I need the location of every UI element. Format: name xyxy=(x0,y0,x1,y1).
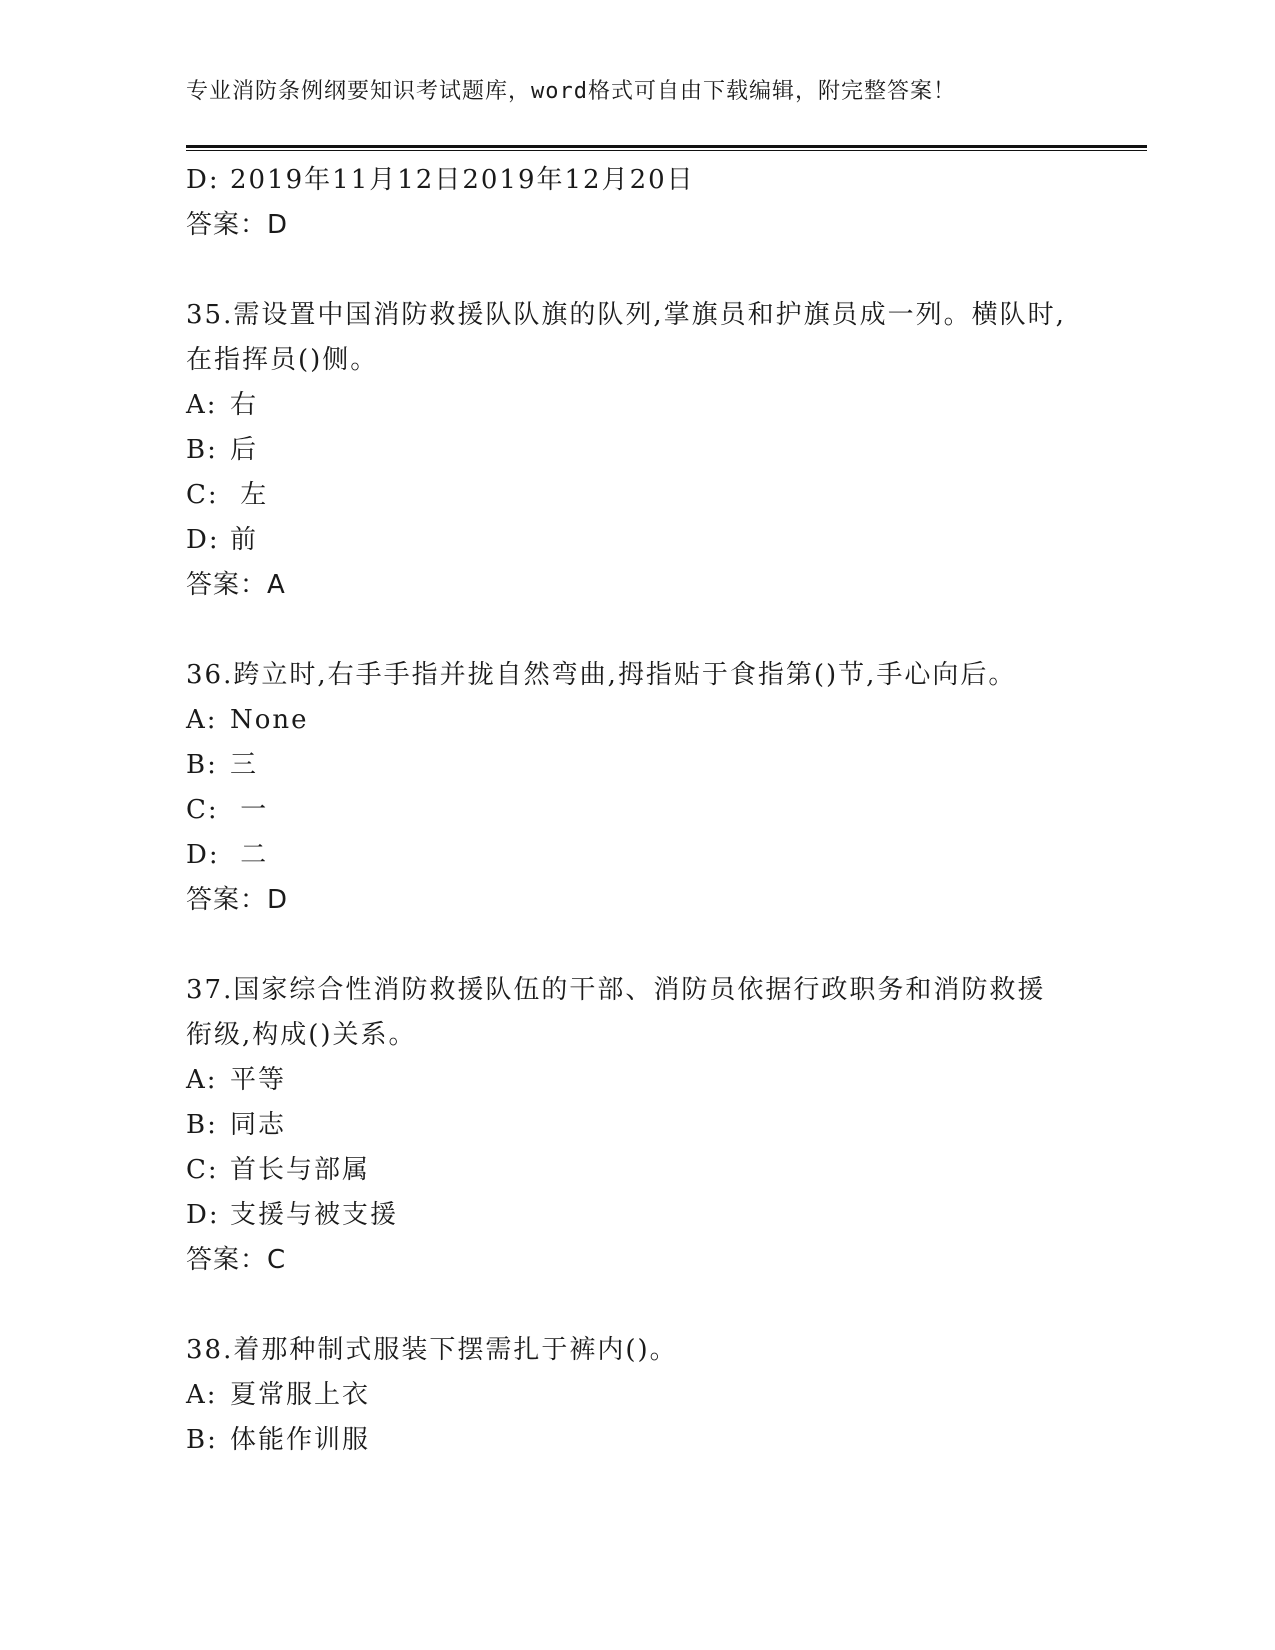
question-38 xyxy=(186,1328,1086,1463)
option-text: 夏常服上衣 xyxy=(230,1380,371,1410)
option-label: D: xyxy=(186,525,220,555)
option-label: D: xyxy=(186,1200,220,1230)
option-text: 右 xyxy=(230,390,259,420)
option-text: 体能作训服 xyxy=(230,1425,371,1455)
option-label: B: xyxy=(186,750,218,780)
option-b xyxy=(186,743,1086,788)
option-text: 首长与部属 xyxy=(230,1155,371,1185)
answer: 答案：A xyxy=(186,570,286,600)
option-d xyxy=(186,1193,1086,1238)
answer: 答案：C xyxy=(186,1245,287,1275)
answer-carry-over: 答案：D xyxy=(186,210,289,240)
option-label: C: xyxy=(186,1155,219,1185)
option-b xyxy=(186,428,1086,473)
option-d xyxy=(186,833,1086,878)
option-text: 左 xyxy=(230,480,269,510)
option-d-carry-over xyxy=(186,158,1086,203)
page-header: 专业消防条例纲要知识考试题库，word格式可自由下载编辑，附完整答案！ xyxy=(186,79,956,104)
option-text: 前 xyxy=(230,525,259,555)
option-label: B: xyxy=(186,1425,218,1455)
header-rule-thin xyxy=(186,150,1147,151)
option-label: A: xyxy=(186,705,218,735)
option-text: 三 xyxy=(230,750,259,780)
option-text: 二 xyxy=(230,840,269,870)
option-c xyxy=(186,788,1086,833)
option-c xyxy=(186,1148,1086,1193)
question-stem: 36.跨立时,右手手指并拢自然弯曲,拇指贴于食指第()节,手心向后。 xyxy=(186,660,1017,690)
question-stem: 37.国家综合性消防救援队伍的干部、消防员依据行政职务和消防救援衔级,构成()关系。 xyxy=(186,975,1046,1050)
header-rule-thick xyxy=(186,145,1147,148)
option-label: C: xyxy=(186,795,219,825)
option-a xyxy=(186,698,1086,743)
option-text: 支援与被支援 xyxy=(230,1200,399,1230)
answer: 答案：D xyxy=(186,885,289,915)
question-35 xyxy=(186,293,1086,608)
option-label: C: xyxy=(186,480,219,510)
option-text: 后 xyxy=(230,435,259,465)
option-b xyxy=(186,1418,1086,1463)
option-c xyxy=(186,473,1086,518)
option-text: 2019年11月12日2019年12月20日 xyxy=(230,165,695,195)
option-a xyxy=(186,383,1086,428)
option-a xyxy=(186,1373,1086,1418)
option-text: 平等 xyxy=(230,1065,287,1095)
option-label: D: xyxy=(186,840,220,870)
option-b xyxy=(186,1103,1086,1148)
document-body xyxy=(186,158,1086,1463)
option-a xyxy=(186,1058,1086,1103)
option-text: 一 xyxy=(230,795,269,825)
option-label: A: xyxy=(186,390,218,420)
question-stem: 35.需设置中国消防救援队队旗的队列,掌旗员和护旗员成一列。横队时,在指挥员()侧。 xyxy=(186,300,1066,375)
question-36 xyxy=(186,653,1086,923)
option-label: A: xyxy=(186,1380,218,1410)
question-37 xyxy=(186,968,1086,1283)
option-label: A: xyxy=(186,1065,218,1095)
option-label: B: xyxy=(186,435,218,465)
option-label: B: xyxy=(186,1110,218,1140)
option-text: None xyxy=(230,705,309,735)
option-label: D: xyxy=(186,165,220,195)
option-d xyxy=(186,518,1086,563)
option-text: 同志 xyxy=(230,1110,287,1140)
question-stem: 38.着那种制式服装下摆需扎于裤内()。 xyxy=(186,1335,678,1365)
